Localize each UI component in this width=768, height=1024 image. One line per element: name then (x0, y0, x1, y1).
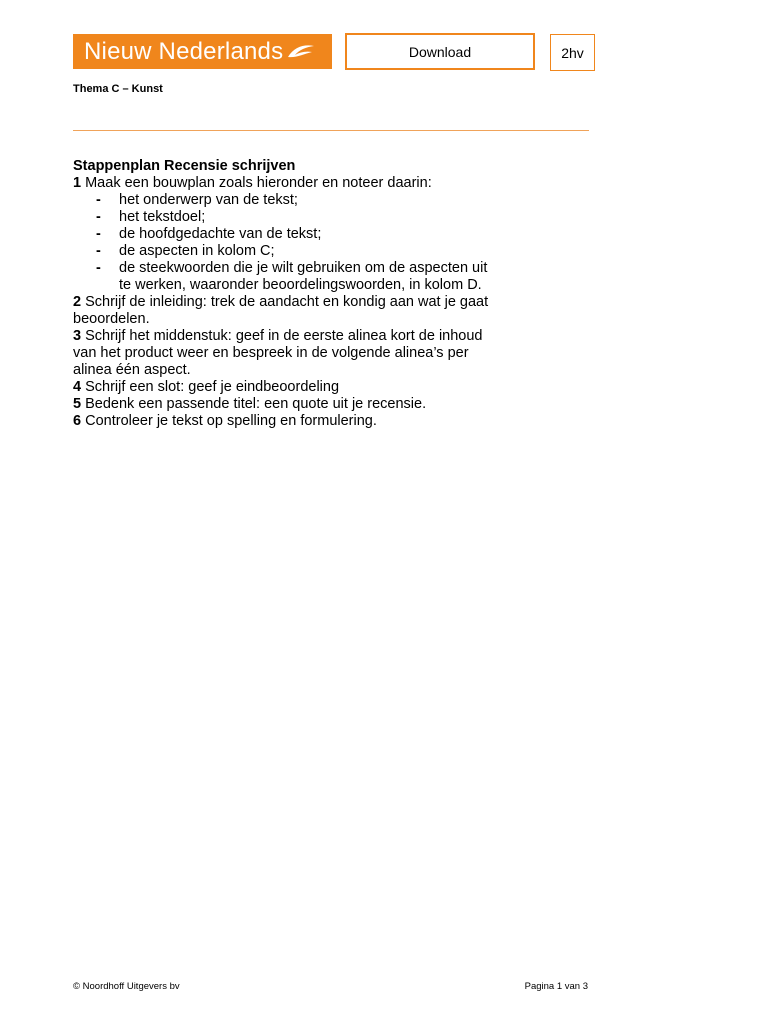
step-4 (73, 379, 503, 396)
bullet-dash: - (96, 226, 101, 242)
step-text: Schrijf het middenstuk: geef in de eerste alinea kort de inhoud van het product weer en bespreek in de volgende alinea’s per alinea één aspect. (73, 328, 483, 378)
step-1 (73, 175, 503, 192)
level-text: 2hv (561, 44, 584, 61)
swoosh-icon (286, 41, 316, 63)
step-6 (73, 413, 503, 430)
logo-text: Nieuw Nederlands (84, 37, 284, 65)
download-button[interactable] (345, 33, 535, 70)
list-item (73, 209, 503, 226)
footer-page-number: Pagina 1 van 3 (524, 981, 588, 992)
step-5 (73, 396, 503, 413)
step-text: Schrijf een slot: geef je eindbeoordeling (81, 379, 340, 395)
download-label: Download (408, 43, 472, 60)
step-text: Schrijf de inleiding: trek de aandacht en kondig aan wat je gaat beoordelen. (73, 294, 489, 327)
list-item (73, 260, 503, 294)
document-title: Stappenplan Recensie schrijven (73, 158, 296, 174)
step-number: 3 (73, 328, 82, 344)
bullet-dash: - (96, 260, 101, 276)
bullet-text: de aspecten in kolom C; (119, 243, 275, 259)
step-text: Controleer je tekst op spelling en formulering. (81, 413, 377, 429)
footer-copyright: © Noordhoff Uitgevers bv (73, 981, 180, 992)
bullet-dash: - (96, 209, 101, 225)
step-number: 4 (73, 379, 82, 395)
step-number: 1 (73, 175, 82, 191)
document-body (73, 158, 503, 430)
brand-logo (73, 34, 332, 69)
theme-heading: Thema C – Kunst (73, 83, 163, 95)
bullet-list (73, 192, 503, 294)
list-item (73, 243, 503, 260)
bullet-text: de steekwoorden die je wilt gebruiken om de aspecten uit te werken, waaronder beoordelingswoorden, in kolom D. (119, 260, 488, 293)
step-number: 5 (73, 396, 82, 412)
bullet-dash: - (96, 192, 101, 208)
step-number: 2 (73, 294, 82, 310)
level-badge (550, 34, 595, 71)
list-item (73, 192, 503, 209)
header-divider (73, 130, 589, 131)
step-3 (73, 328, 503, 379)
step-text: Maak een bouwplan zoals hieronder en noteer daarin: (81, 175, 432, 191)
step-number: 6 (73, 413, 82, 429)
bullet-text: het onderwerp van de tekst; (119, 192, 298, 208)
bullet-text: de hoofdgedachte van de tekst; (119, 226, 322, 242)
bullet-dash: - (96, 243, 101, 259)
list-item (73, 226, 503, 243)
step-2 (73, 294, 503, 328)
bullet-text: het tekstdoel; (119, 209, 206, 225)
step-text: Bedenk een passende titel: een quote uit je recensie. (81, 396, 427, 412)
